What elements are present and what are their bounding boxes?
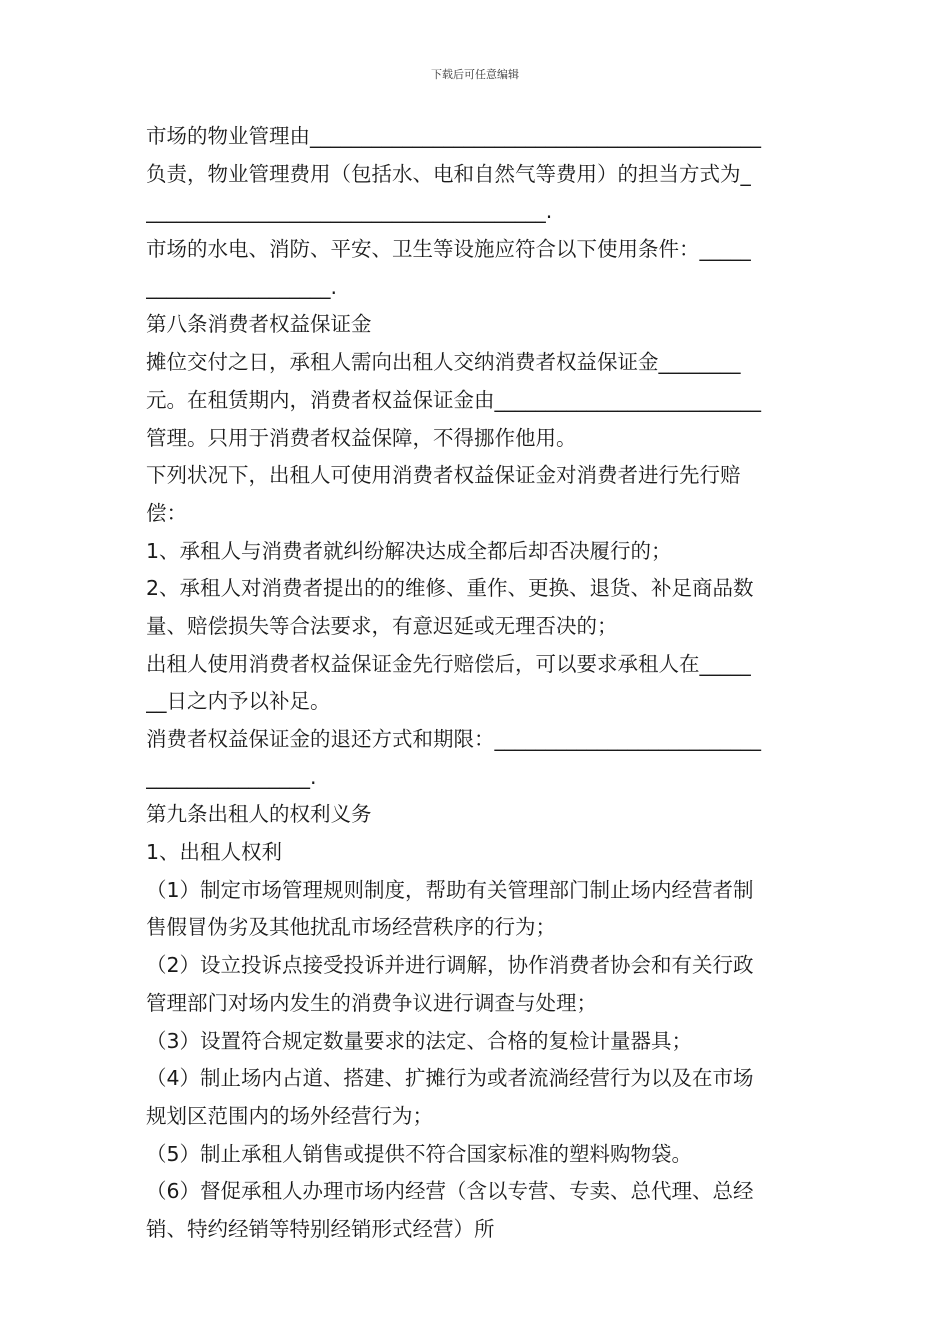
text-line: 售假冒伪劣及其他扰乱市场经营秩序的行为； xyxy=(146,915,556,940)
section-heading: 第八条消费者权益保证金 xyxy=(146,312,372,337)
text-line: 管理部门对场内发生的消费争议进行调查与处理； xyxy=(146,990,597,1015)
page-header: 下载后可任意编辑 xyxy=(431,68,519,81)
list-item: （3）设置符合规定数量要求的法定、合格的复检计量器具； xyxy=(146,1028,693,1053)
list-item: （2）设立投诉点接受投诉并进行调解，协作消费者协会和有关行政 xyxy=(146,953,754,978)
text-line: 管理。只用于消费者权益保障，不得挪作他用。 xyxy=(146,425,577,450)
text-line: 规划区范围内的场外经营行为； xyxy=(146,1103,433,1128)
document-body xyxy=(146,118,810,1249)
text-line: 元。在租赁期内，消费者权益保证金由__________________________ xyxy=(146,387,761,412)
text-line: 下列状况下，出租人可使用消费者权益保证金对消费者进行先行赔 xyxy=(146,463,741,488)
text-line: __________________. xyxy=(146,274,338,299)
text-line: 摊位交付之日，承租人需向出租人交纳消费者权益保证金________ xyxy=(146,350,741,375)
list-item: （5）制止承租人销售或提供不符合国家标准的塑料购物袋。 xyxy=(146,1141,693,1166)
text-line: 市场的物业管理由____________________________________________ xyxy=(146,124,761,148)
text-line: 出租人使用消费者权益保证金先行赔偿后，可以要求承租人在_____ xyxy=(146,651,751,676)
text-line: __日之内予以补足。 xyxy=(146,689,331,714)
subsection-heading: 1、出租人权利 xyxy=(146,840,283,865)
section-heading: 第九条出租人的权利义务 xyxy=(146,802,372,827)
text-line: 偿： xyxy=(146,500,187,525)
list-item: （6）督促承租人办理市场内经营（含以专营、专卖、总代理、总经 xyxy=(146,1179,754,1204)
text-line: 销、特约经销等特别经销形式经营）所 xyxy=(146,1216,495,1241)
text-line: 市场的水电、消防、平安、卫生等设施应符合以下使用条件：_____ xyxy=(146,237,751,262)
list-item: 2、承租人对消费者提出的的维修、重作、更换、退货、补足商品数 xyxy=(146,576,754,601)
text-line: 量、赔偿损失等合法要求，有意迟延或无理否决的； xyxy=(146,613,618,638)
list-item: （4）制止场内占道、搭建、扩摊行为或者流淌经营行为以及在市场 xyxy=(146,1066,754,1091)
list-item: 1、承租人与消费者就纠纷解决达成全都后却否决履行的； xyxy=(146,538,672,563)
text-line: 负责，物业管理费用（包括水、电和自然气等费用）的担当方式为_ xyxy=(146,161,751,186)
text-line: 消费者权益保证金的退还方式和期限：__________________________ xyxy=(146,727,761,751)
text-line: _______________________________________. xyxy=(146,199,553,224)
list-item: （1）制定市场管理规则制度，帮助有关管理部门制止场内经营者制 xyxy=(146,877,754,902)
text-line: ________________. xyxy=(146,764,317,789)
